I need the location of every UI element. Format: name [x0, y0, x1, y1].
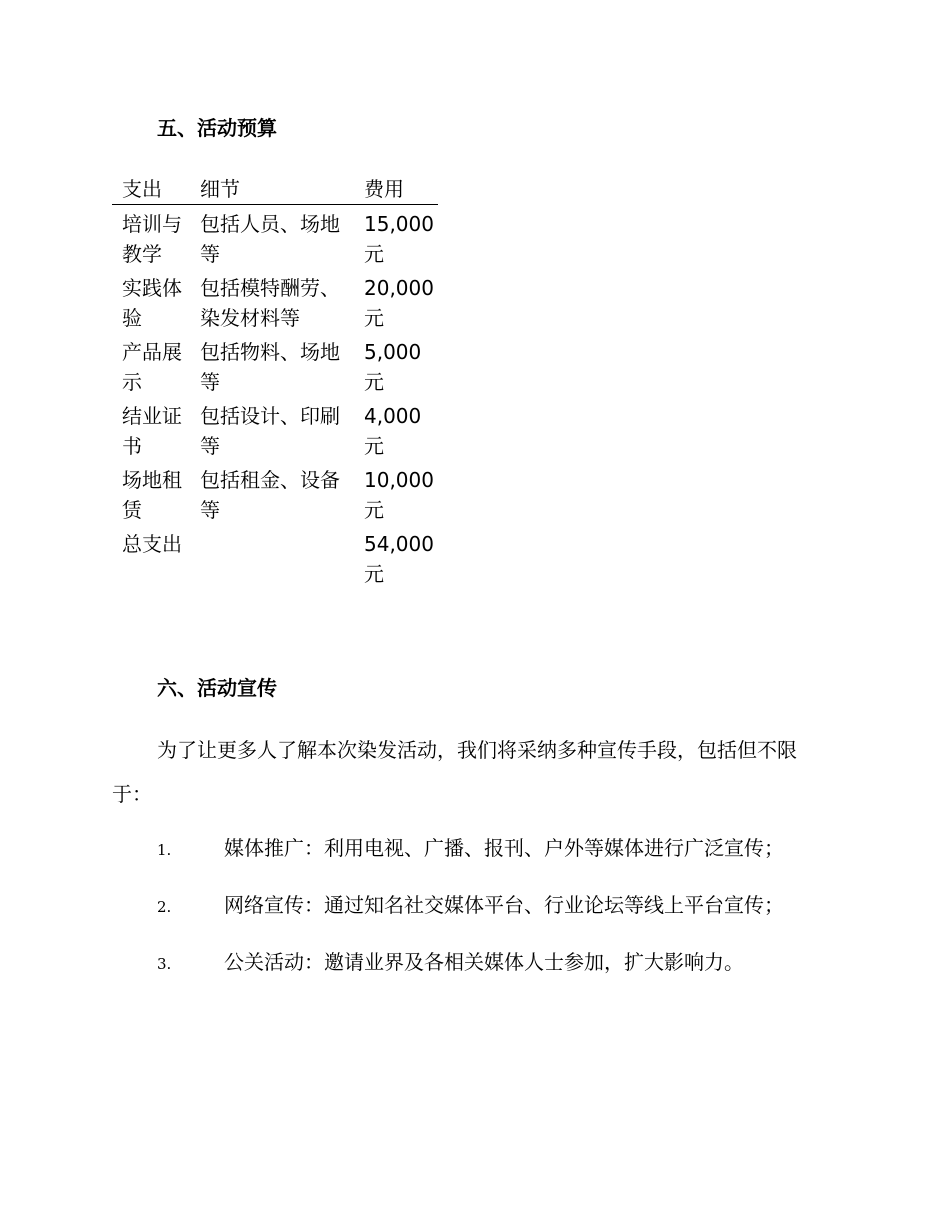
cell-detail: 包括物料、场地等	[200, 340, 340, 394]
cell-cost: 20,000元	[364, 276, 434, 330]
cell-item: 产品展示	[122, 340, 182, 394]
list-item-number: 1.	[157, 841, 172, 859]
list-item-number: 3.	[157, 955, 172, 973]
cell-cost: 4,000元	[364, 404, 422, 458]
column-header-detail: 细节	[190, 172, 354, 205]
table-row	[112, 269, 438, 333]
cell-cost: 54,000元	[364, 532, 434, 586]
table-header-row	[112, 172, 438, 205]
budget-table	[112, 172, 438, 589]
promotion-intro-paragraph: 为了让更多人了解本次染发活动，我们将采纳多种宣传手段，包括但不限于：	[112, 738, 797, 806]
column-header-expense: 支出	[112, 172, 190, 205]
cell-cost: 15,000元	[364, 212, 434, 266]
cell-item: 实践体验	[122, 276, 182, 330]
list-item-number: 2.	[157, 898, 172, 916]
table-row-total	[112, 525, 438, 589]
cell-cost: 5,000元	[364, 340, 422, 394]
cell-item: 总支出	[122, 532, 182, 556]
list-item-text: 网络宣传：通过知名社交媒体平台、行业论坛等线上平台宣传；	[224, 893, 784, 917]
cell-detail: 包括人员、场地等	[200, 212, 340, 266]
list-item	[157, 833, 784, 865]
list-item-text: 公关活动：邀请业界及各相关媒体人士参加，扩大影响力。	[224, 950, 744, 974]
list-item-text: 媒体推广：利用电视、广播、报刊、户外等媒体进行广泛宣传；	[224, 836, 784, 860]
cell-detail: 包括模特酬劳、染发材料等	[200, 276, 340, 330]
column-header-cost: 费用	[354, 172, 438, 205]
section-heading-promotion: 六、活动宣传	[157, 676, 277, 700]
section-heading-budget: 五、活动预算	[157, 116, 277, 140]
cell-detail	[190, 525, 354, 589]
cell-item: 场地租赁	[122, 468, 182, 522]
cell-detail: 包括租金、设备等	[200, 468, 340, 522]
cell-item: 培训与教学	[122, 212, 182, 266]
cell-cost: 10,000元	[364, 468, 434, 522]
list-item	[157, 947, 744, 979]
list-item	[157, 890, 784, 922]
cell-item: 结业证书	[122, 404, 182, 458]
cell-detail: 包括设计、印刷等	[200, 404, 340, 458]
table-row	[112, 397, 438, 461]
table-row	[112, 205, 438, 270]
table-row	[112, 461, 438, 525]
table-row	[112, 333, 438, 397]
